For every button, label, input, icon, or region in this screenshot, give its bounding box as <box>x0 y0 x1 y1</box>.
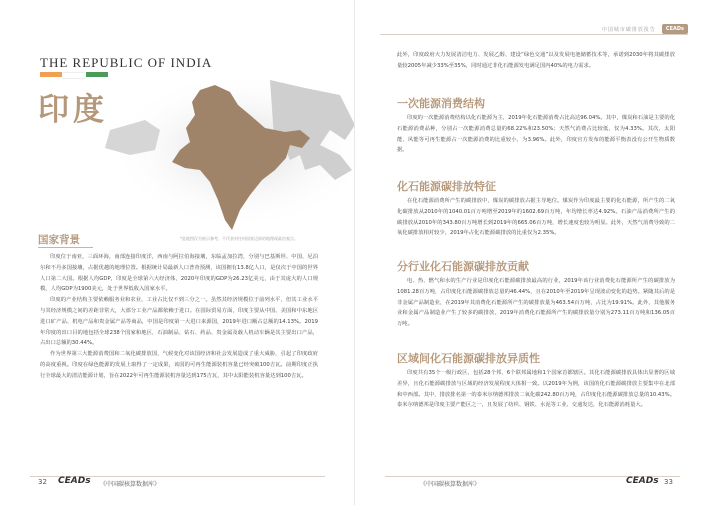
paragraph: 在化石能源消费所产生的碳排放中，煤炭的碳排放占据主导地位。煤炭作为印度最主要的化石能源，所产生的二氧化碳排放从2010年的1040.01百万吨增至2019年的1602.69百万吨，年均增长率达4.92%。石油产品消费所产生的碳排放从2010年的343.80百万吨增长到2019年的665.06百万吨，增长速度也较为明显。此外，天然气消费导致的二氧化碳排放相对较少，2019年占化石能源碳排放的比重仅为2.35%。 <box>397 198 675 237</box>
brand-logo-right: CEADs <box>626 476 659 486</box>
paragraph: 印度的产业结构主要依赖服务业和农业，工业占比仅不到三分之一。虽然其经济规模位于前列水平，但其工业水平与其经济规模之间的差距非常大，大部分工业产品都依赖于进口。在国际贸易方面，印度主要从中国、美国和中东地区进口矿产品、机电产品和贵金属产品等商品，中国是印度第一大进口来源国，2019年进口额占总额的14.13%。2019年印度的出口目的地包括全球238个国家和地区，石油制品、钻石、药品、贵金属及载人机动车辆是其主要出口产品，占出口总额的30.44%。 <box>40 297 318 347</box>
brand-logo-left: CEADs <box>58 476 91 486</box>
india-map-illustration <box>90 70 360 240</box>
neighbor-region-west <box>105 120 160 155</box>
regional-heterogeneity-body <box>397 368 675 411</box>
header-rule <box>380 34 688 35</box>
paragraph: 此外，印度政府大力发展清洁电力、发展乙醇、建设“绿色交通”以及发展电池储蓄技术等，承诺到2030年将其碳排放量较2005年减少33%至35%，同时通过非化石能源发电满足国内40%的电力需求。 <box>397 52 675 69</box>
page-number-left: 32 <box>38 478 47 486</box>
paragraph: 印度位于南亚，三面环海，南部连接印度洋，西南与阿拉伯海接壤，东临孟加拉湾，分别与巴基斯坦、中国、尼泊尔和不丹多国接壤，占据优越的地理位置。根据统计局最新人口普查预测，该国拥有13.8亿人口，是仅次于中国的世界人口第二大国。根据人均GDP，印度是全球第六大经济体，2020年印度的GDP为26.23亿美元，由于其庞大的人口规模，人均GDP为1900美元，处于世界低收入国家水平。 <box>40 254 318 293</box>
footer-report-title-left: 《中国碳核算数据库》 <box>100 481 161 488</box>
primary-energy-body <box>397 113 675 156</box>
fossil-emissions-body <box>397 196 675 239</box>
country-background-body <box>40 252 318 382</box>
section-underline <box>38 247 93 248</box>
section-title-sector-contribution: 分行业化石能源碳排放贡献 <box>397 260 529 273</box>
section-title-country-background: 国家背景 <box>38 234 80 246</box>
paragraph: 印度共有35个一级行政区，包括28个邦、6个联邦属地和1个国家首都辖区。其化石能源碳排放具体出显著的区域差异，且化石能源碳排放与区域的经济发展程度大体相一致。以2019年为例，该国的化石能源碳排放主要集中在北部和中西部。其中，排放排名第一的泰米尔纳德邦排放二氧化碳242.80百万吨，占印度化石能源碳排放总量的10.43%。泰米尔纳德邦是印度主要产能区之一，且发展了纺织、钢铁、水泥等工业、交通发达，化石能源消耗量大。 <box>397 370 675 409</box>
country-chinese-title: 印度 <box>38 92 108 128</box>
flag-stripe-white <box>63 72 85 79</box>
right-page <box>355 0 710 505</box>
section-title-primary-energy: 一次能源消费结构 <box>397 97 485 110</box>
paragraph: 印度的一次能源消费结构以化石能源为主，2019年化石能源消费占比高达96.04%。其中，煤炭和石油是主要的化石能源消费品种，分别占一次能源消费总量的68.22%和23.50%；天然气消费占比较低，仅为4.33%。其次，太阳能、风能等可再生能源占一次能源消费的比重较小，为3.96%。此外，印度官方发布的能源平衡表没有公开生物质数据。 <box>397 115 675 154</box>
header-badge: CEADs <box>662 24 688 34</box>
map-disclaimer: *此地图仅为展示参考，不代表对任何国家边界的地理或政治观点。 <box>180 236 298 241</box>
running-header <box>602 24 688 34</box>
flag-stripe-saffron <box>40 72 62 77</box>
country-english-title: THE REPUBLIC OF INDIA <box>40 55 213 70</box>
page-number-right: 33 <box>664 478 673 486</box>
section-title-fossil-emissions: 化石能源碳排放特征 <box>397 180 496 193</box>
section-title-regional-heterogeneity: 区域间化石能源碳排放异质性 <box>397 352 540 365</box>
paragraph: 电、热、燃气和水的生产行业是印度化石能源碳排放最高的行业，2019年该行业消费化石能源所产生的碳排放为1081.28百万吨，占印度化石能源碳排放总量的46.44%，且在2010年至2019年呈现波动变化的趋势。紧随其后的是非金属产品制造业，在2019年其消费化石能源所产生的碳排放量为463.54百万吨，占比为19.91%。此外，其他服务业和金属产品制造业产生了较多的碳排放，2019年消费化石能源所产生的碳排放量分别为273.11百万吨和136.05百万吨。 <box>397 278 675 328</box>
footer-report-title-right: 《中国碳核算数据库》 <box>420 481 481 488</box>
header-title: 中国城市碳排放报告 <box>601 26 656 33</box>
paragraph: 作为世界第三大能源消费国和二氧化碳排放国，气候变化对该国经济和社会发展造成了重大威胁，引起了印度政府的高度重视。印度在绿色能源的发展上取得了一定成果，该国的可再生能源装机容量已经突破100吉瓦。前期印度正执行全球最大的清洁能源计划，旨在2022年可再生能源装机容量达到175吉瓦，其中太阳能装机容量达到100吉瓦。 <box>40 351 318 379</box>
intro-body <box>397 50 675 72</box>
sector-contribution-body <box>397 276 675 330</box>
